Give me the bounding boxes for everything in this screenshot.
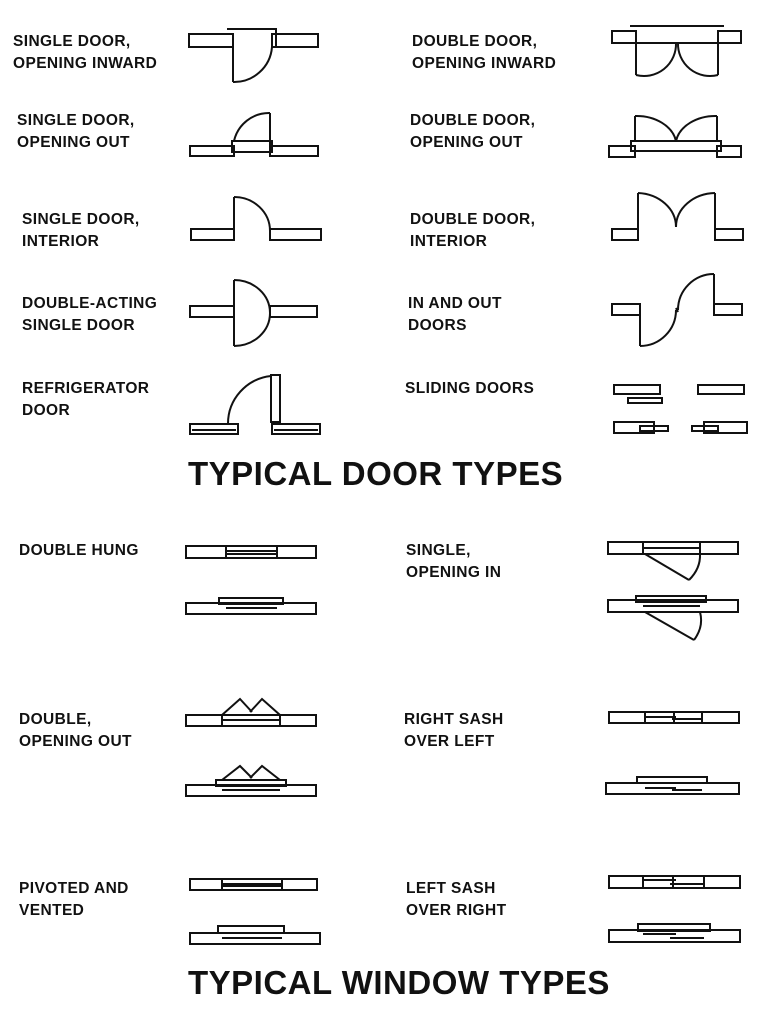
label-line: OPENING INWARD bbox=[412, 55, 557, 72]
label-line: DOUBLE HUNG bbox=[19, 542, 139, 559]
right-sash-over-left-window-icon bbox=[606, 712, 739, 794]
single-door-opening-out-icon bbox=[190, 113, 318, 156]
window-section-heading: TYPICAL WINDOW TYPES bbox=[188, 964, 610, 1001]
label-line: OPENING OUT bbox=[17, 134, 130, 151]
label-line: INTERIOR bbox=[22, 233, 100, 250]
double-door-opening-out-icon bbox=[609, 116, 741, 157]
label-line: INTERIOR bbox=[410, 233, 488, 250]
label-line: PIVOTED AND bbox=[19, 880, 129, 897]
single-opening-in-window-icon bbox=[608, 542, 738, 640]
double-hung-window-icon bbox=[186, 546, 316, 614]
single-door-opening-inward-icon bbox=[189, 29, 318, 82]
in-and-out-doors-icon bbox=[612, 274, 742, 346]
sliding-doors-icon bbox=[614, 385, 747, 433]
double-opening-out-window-icon bbox=[186, 699, 316, 796]
label-line: DOUBLE-ACTING bbox=[22, 295, 158, 312]
label-line: RIGHT SASH bbox=[404, 711, 504, 728]
label-line: VENTED bbox=[19, 902, 85, 919]
label-line: DOUBLE DOOR, bbox=[410, 211, 536, 228]
label-line: OPENING IN bbox=[406, 564, 502, 581]
label-line: DOORS bbox=[408, 317, 467, 334]
door-section-heading: TYPICAL DOOR TYPES bbox=[188, 455, 564, 492]
double-door-interior-icon bbox=[612, 193, 743, 240]
refrigerator-door-icon bbox=[190, 375, 320, 434]
label-line: SLIDING DOORS bbox=[405, 380, 535, 397]
label-line: SINGLE DOOR, bbox=[13, 33, 131, 50]
label-line: OVER LEFT bbox=[404, 733, 495, 750]
label-line: SINGLE, bbox=[406, 542, 471, 559]
label-line: SINGLE DOOR, bbox=[17, 112, 135, 129]
left-sash-over-right-window-icon bbox=[609, 876, 740, 942]
label-line: DOUBLE DOOR, bbox=[410, 112, 536, 129]
label-line: OPENING INWARD bbox=[13, 55, 158, 72]
pivoted-and-vented-window-icon bbox=[190, 879, 320, 944]
label-line: IN AND OUT bbox=[408, 295, 502, 312]
label-line: OPENING OUT bbox=[410, 134, 523, 151]
single-door-interior-icon bbox=[191, 197, 321, 240]
label-line: REFRIGERATOR bbox=[22, 380, 150, 397]
label-line: LEFT SASH bbox=[406, 880, 496, 897]
label-line: SINGLE DOOR bbox=[22, 317, 135, 334]
label-line: SINGLE DOOR, bbox=[22, 211, 140, 228]
label-line: DOUBLE DOOR, bbox=[412, 33, 538, 50]
label-line: OPENING OUT bbox=[19, 733, 132, 750]
label-line: OVER RIGHT bbox=[406, 902, 507, 919]
double-door-opening-inward-icon bbox=[612, 26, 741, 76]
label-line: DOOR bbox=[22, 402, 71, 419]
label-line: DOUBLE, bbox=[19, 711, 92, 728]
double-acting-single-door-icon bbox=[190, 280, 317, 346]
